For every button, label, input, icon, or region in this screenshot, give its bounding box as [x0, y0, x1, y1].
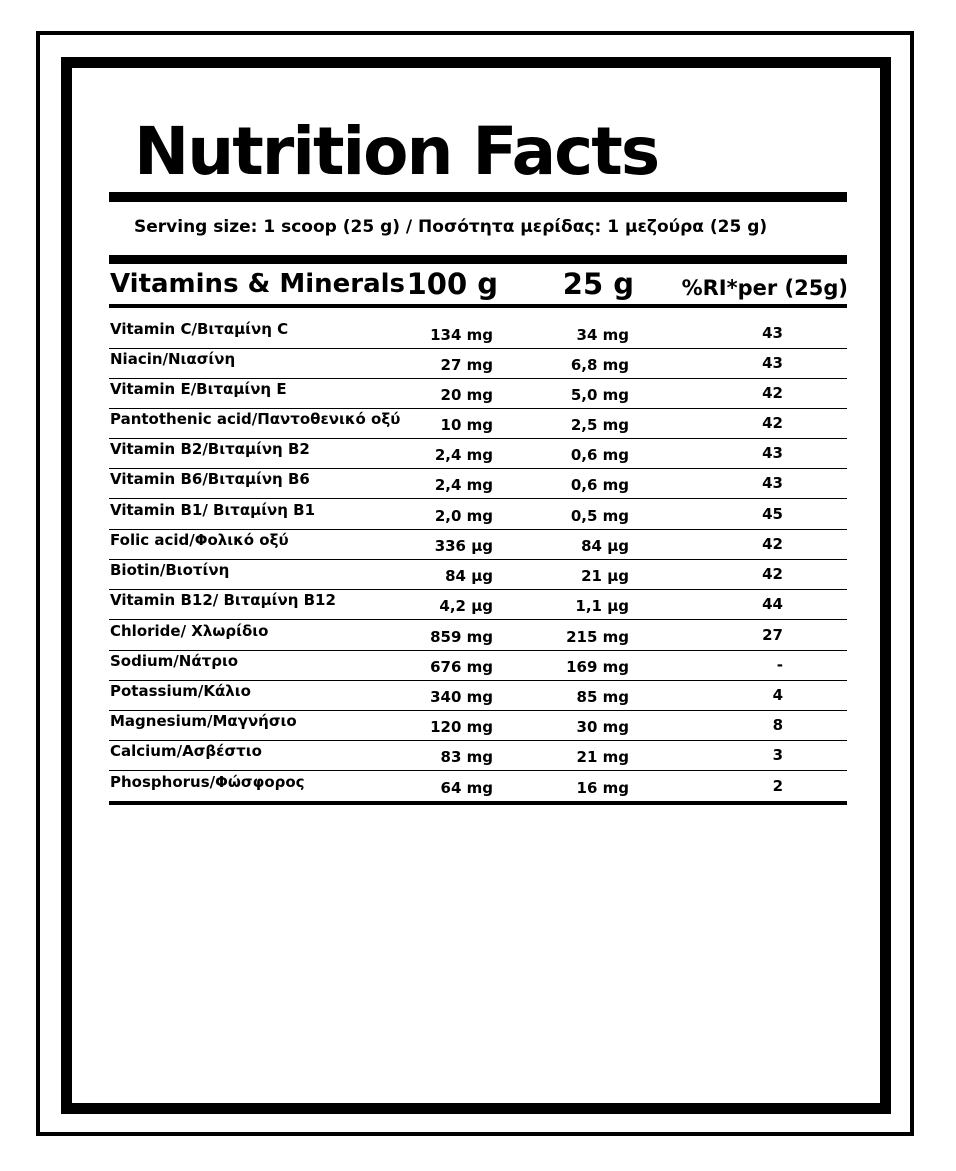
value-per-25g: 0,5 mg: [570, 507, 629, 525]
value-ri-percent: 45: [762, 505, 783, 523]
serving-rule: [109, 255, 847, 264]
table-row: [109, 408, 847, 439]
value-ri-percent: 42: [762, 535, 783, 553]
value-per-25g: 21 mg: [576, 748, 629, 766]
value-ri-percent: 27: [762, 626, 783, 644]
table-row: [109, 559, 847, 590]
value-ri-percent: 42: [762, 414, 783, 432]
value-ri-percent: 43: [762, 444, 783, 462]
value-per-25g: 16 mg: [576, 779, 629, 797]
table-row: [109, 650, 847, 681]
value-per-100g: 20 mg: [440, 386, 493, 404]
table-row: [109, 771, 847, 801]
header-per-100g: 100 g: [406, 267, 498, 301]
nutrient-name: Niacin/Νιασίνη: [110, 350, 236, 368]
table-row: [109, 529, 847, 560]
value-ri-percent: 8: [772, 716, 783, 734]
header-vitamins-minerals: Vitamins & Minerals: [110, 269, 406, 299]
value-per-25g: 5,0 mg: [570, 386, 629, 404]
table-row: [109, 740, 847, 771]
value-per-25g: 215 mg: [566, 628, 629, 646]
table-row: [109, 680, 847, 711]
nutrient-name: Biotin/Βιοτίνη: [110, 561, 230, 579]
nutrient-name: Potassium/Κάλιο: [110, 682, 251, 700]
value-ri-percent: 3: [772, 746, 783, 764]
value-ri-percent: 4: [772, 686, 783, 704]
value-per-100g: 2,4 mg: [434, 446, 493, 464]
nutrient-name: Folic acid/Φολικό οξύ: [110, 531, 289, 549]
table-row: [109, 589, 847, 620]
value-ri-percent: 43: [762, 354, 783, 372]
value-per-25g: 21 μg: [581, 567, 629, 585]
value-ri-percent: 43: [762, 474, 783, 492]
nutrient-name: Chloride/ Χλωρίδιο: [110, 622, 269, 640]
value-per-25g: 2,5 mg: [570, 416, 629, 434]
value-per-100g: 676 mg: [430, 658, 493, 676]
table-row: [109, 620, 847, 651]
value-ri-percent: 42: [762, 565, 783, 583]
nutrient-name: Vitamin B1/ Βιταμίνη B1: [110, 501, 316, 519]
value-ri-percent: -: [776, 656, 783, 674]
table-row: [109, 438, 847, 469]
nutrient-name: Pantothenic acid/Παντοθενικό οξύ: [110, 410, 401, 428]
value-per-25g: 6,8 mg: [570, 356, 629, 374]
nutrient-name: Magnesium/Μαγνήσιο: [110, 712, 297, 730]
value-per-100g: 336 μg: [434, 537, 493, 555]
value-per-100g: 84 μg: [445, 567, 493, 585]
value-per-100g: 10 mg: [440, 416, 493, 434]
value-per-25g: 169 mg: [566, 658, 629, 676]
value-ri-percent: 42: [762, 384, 783, 402]
value-per-25g: 85 mg: [576, 688, 629, 706]
header-per-25g: 25 g: [562, 267, 634, 301]
value-per-25g: 30 mg: [576, 718, 629, 736]
value-per-25g: 0,6 mg: [570, 446, 629, 464]
table-row: [109, 318, 847, 349]
header-rule: [109, 304, 847, 308]
value-per-25g: 84 μg: [581, 537, 629, 555]
nutrient-name: Phosphorus/Φώσφορος: [110, 773, 305, 791]
value-ri-percent: 44: [762, 595, 783, 613]
table-row: [109, 499, 847, 530]
table-row: [109, 378, 847, 409]
value-per-100g: 64 mg: [440, 779, 493, 797]
nutrient-name: Calcium/Ασβέστιο: [110, 742, 262, 760]
header-ri-percent: %RI*per (25g): [681, 276, 848, 300]
label-title: Nutrition Facts: [134, 113, 659, 190]
value-per-100g: 83 mg: [440, 748, 493, 766]
nutrient-name: Vitamin B6/Βιταμίνη B6: [110, 470, 310, 488]
value-per-25g: 1,1 μg: [575, 597, 629, 615]
nutrient-name: Vitamin E/Βιταμίνη E: [110, 380, 287, 398]
table-row: [109, 710, 847, 741]
table-row: [109, 348, 847, 379]
value-per-100g: 859 mg: [430, 628, 493, 646]
nutrient-name: Vitamin B2/Βιταμίνη B2: [110, 440, 310, 458]
value-per-100g: 2,4 mg: [434, 476, 493, 494]
table-row: [109, 468, 847, 499]
value-per-100g: 4,2 μg: [439, 597, 493, 615]
value-per-100g: 2,0 mg: [434, 507, 493, 525]
nutrient-name: Sodium/Νάτριο: [110, 652, 239, 670]
title-rule: [109, 192, 847, 202]
value-per-100g: 134 mg: [430, 326, 493, 344]
nutrient-name: Vitamin C/Βιταμίνη C: [110, 320, 289, 338]
value-ri-percent: 2: [772, 777, 783, 795]
value-per-25g: 34 mg: [576, 326, 629, 344]
table-bottom-rule: [109, 801, 847, 805]
serving-size: Serving size: 1 scoop (25 g) / Ποσότητα μερίδας: 1 μεζούρα (25 g): [134, 217, 768, 237]
nutrient-name: Vitamin B12/ Βιταμίνη B12: [110, 591, 336, 609]
value-per-100g: 340 mg: [430, 688, 493, 706]
value-per-100g: 27 mg: [440, 356, 493, 374]
value-per-25g: 0,6 mg: [570, 476, 629, 494]
value-ri-percent: 43: [762, 324, 783, 342]
value-per-100g: 120 mg: [430, 718, 493, 736]
